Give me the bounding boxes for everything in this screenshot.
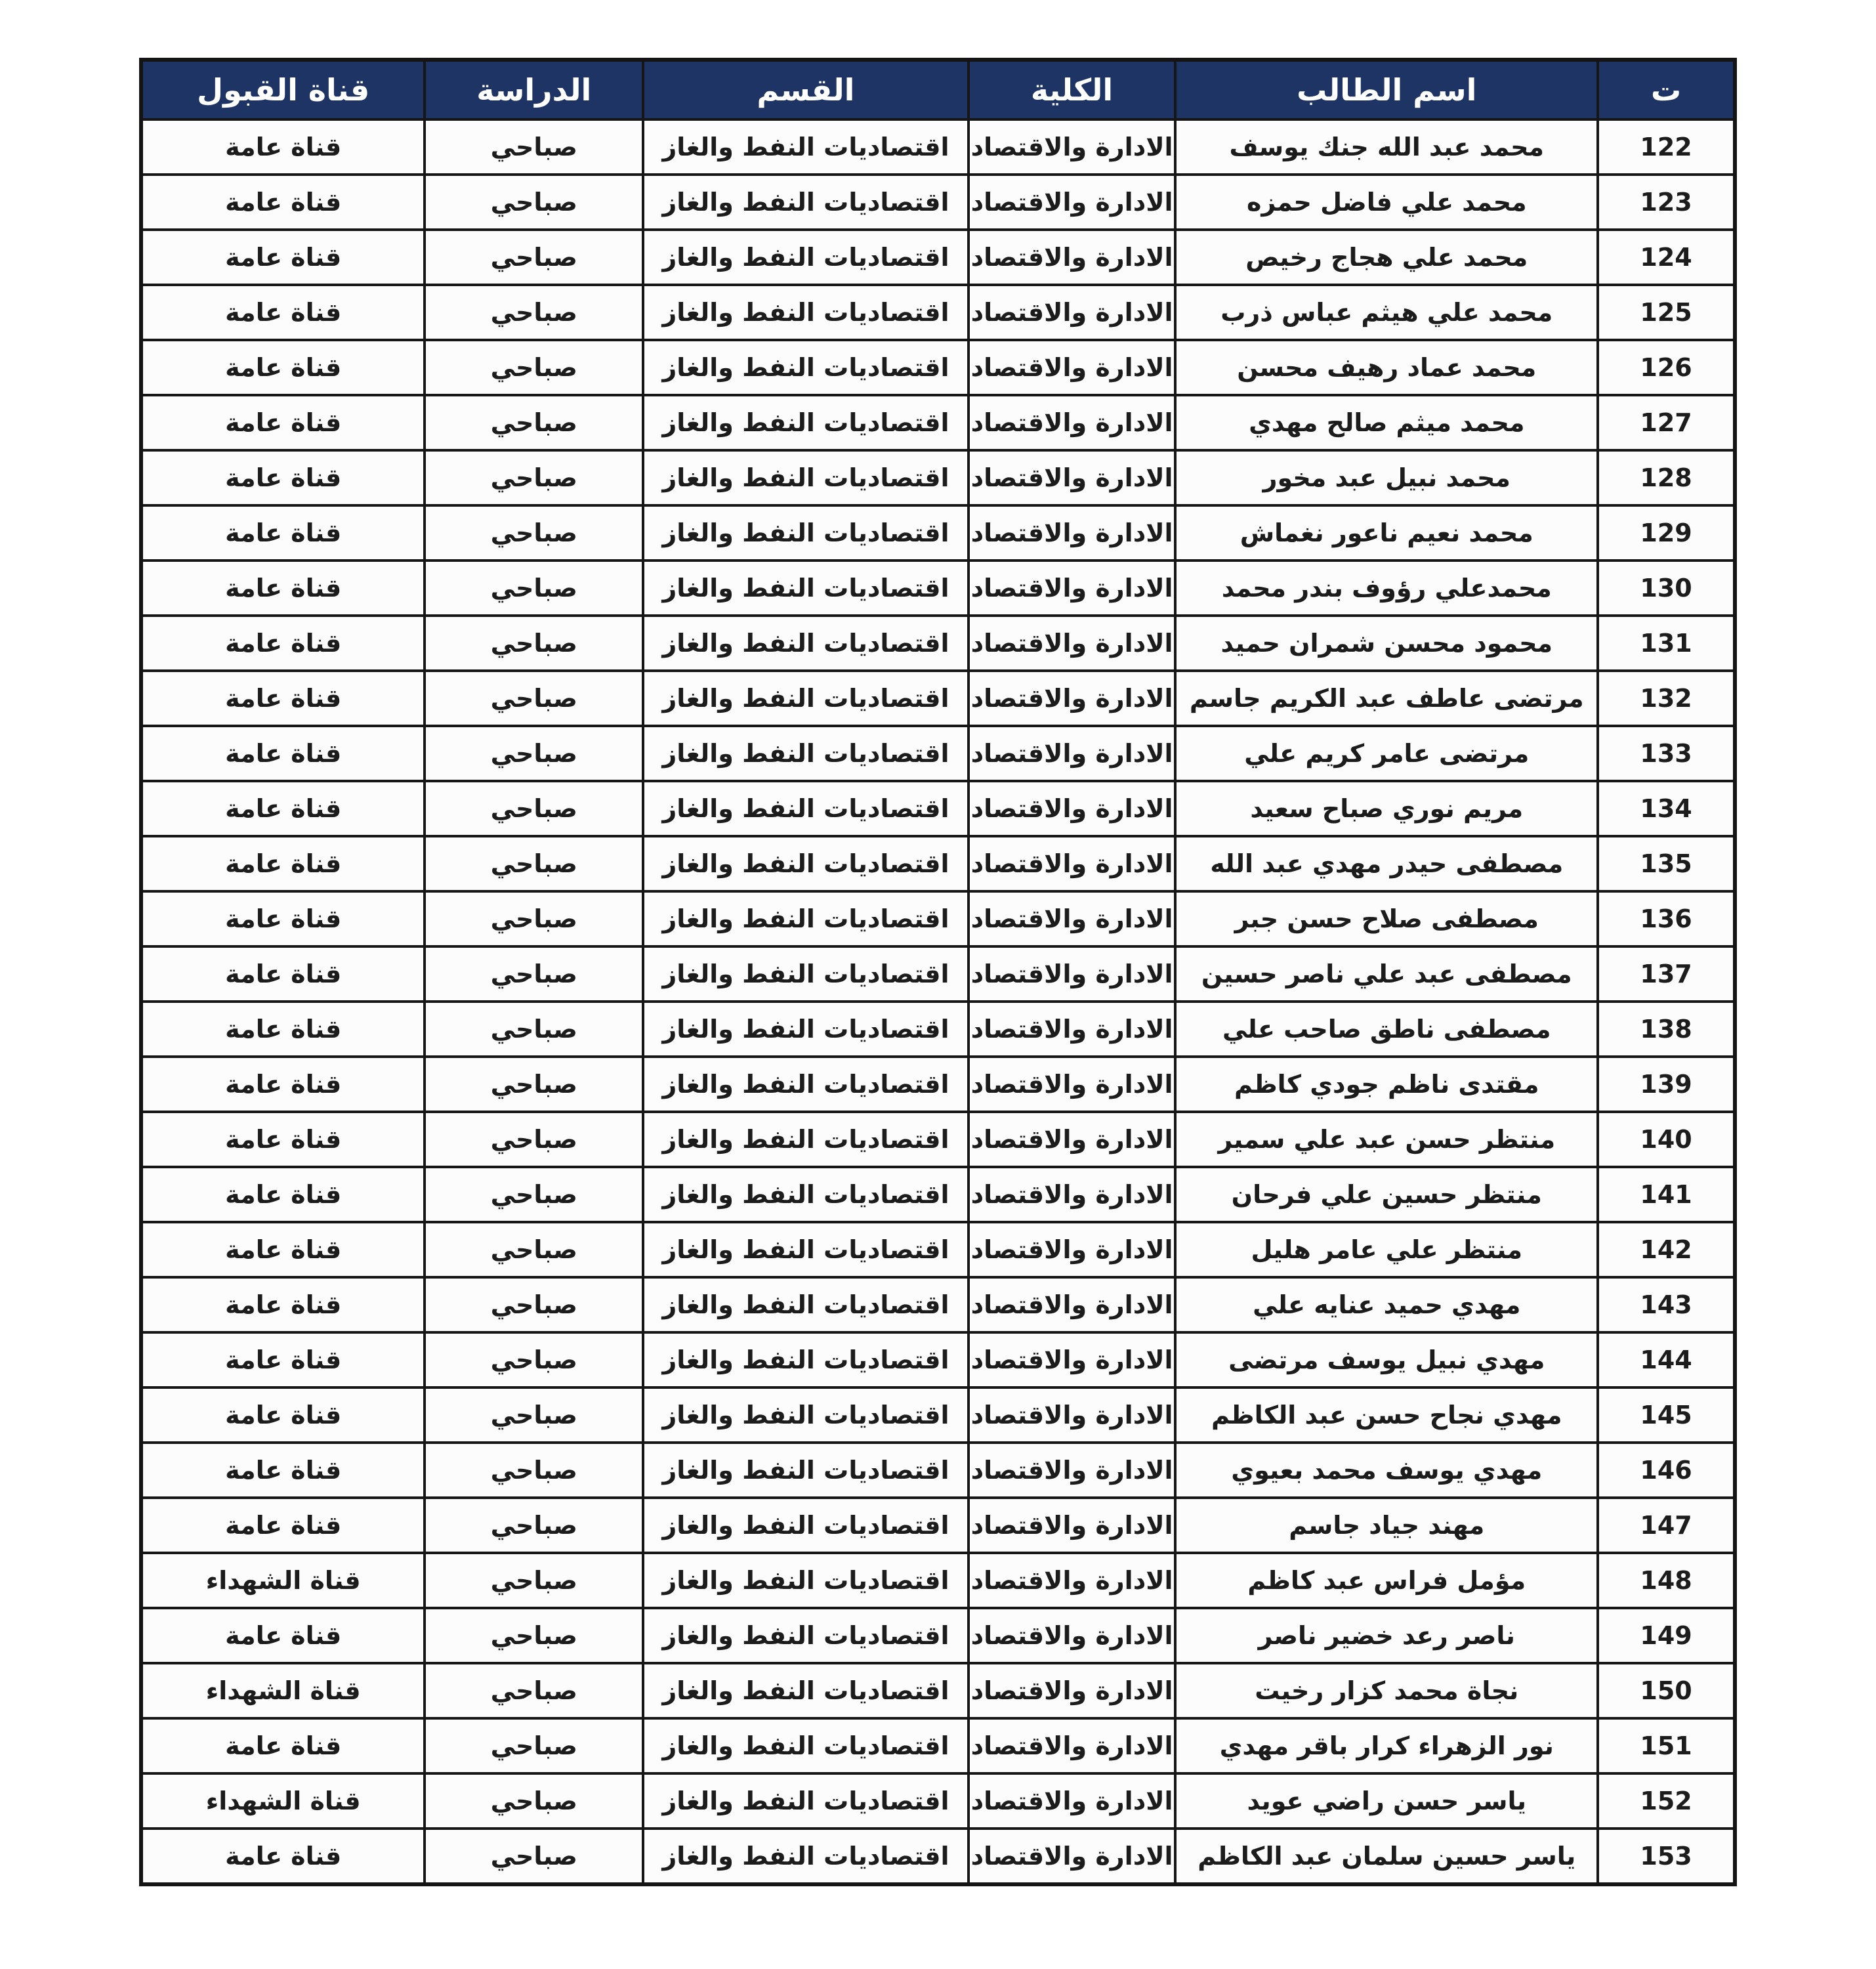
table-row — [141, 671, 1735, 726]
cell-admission-channel: قناة عامة — [141, 1718, 425, 1773]
table-row — [141, 395, 1735, 450]
cell-admission-channel: قناة عامة — [141, 671, 425, 726]
table-row — [141, 726, 1735, 781]
cell-index: 146 — [1598, 1443, 1735, 1498]
cell-study: صباحي — [425, 836, 643, 891]
cell-college: الادارة والاقتصاد — [969, 1829, 1176, 1884]
cell-admission-channel: قناة الشهداء — [141, 1663, 425, 1718]
cell-college: الادارة والاقتصاد — [969, 450, 1176, 505]
cell-department: اقتصاديات النفط والغاز — [643, 175, 969, 230]
cell-index: 152 — [1598, 1773, 1735, 1829]
header-department: القسم — [643, 60, 969, 119]
cell-college: الادارة والاقتصاد — [969, 1553, 1176, 1608]
cell-department: اقتصاديات النفط والغاز — [643, 119, 969, 175]
cell-student-name: مهدي نجاح حسن عبد الكاظم — [1175, 1387, 1598, 1443]
table-row — [141, 505, 1735, 561]
cell-admission-channel: قناة عامة — [141, 340, 425, 395]
cell-student-name: مصطفى صلاح حسن جبر — [1175, 891, 1598, 946]
cell-department: اقتصاديات النفط والغاز — [643, 340, 969, 395]
cell-admission-channel: قناة عامة — [141, 1829, 425, 1884]
table-row — [141, 1443, 1735, 1498]
cell-admission-channel: قناة عامة — [141, 1002, 425, 1057]
cell-department: اقتصاديات النفط والغاز — [643, 726, 969, 781]
table-row — [141, 1002, 1735, 1057]
table-row — [141, 616, 1735, 671]
header-admission-channel: قناة القبول — [141, 60, 425, 119]
cell-admission-channel: قناة الشهداء — [141, 1773, 425, 1829]
cell-index: 126 — [1598, 340, 1735, 395]
cell-admission-channel: قناة عامة — [141, 561, 425, 616]
cell-college: الادارة والاقتصاد — [969, 119, 1176, 175]
students-table — [139, 58, 1737, 1886]
cell-study: صباحي — [425, 505, 643, 561]
cell-study: صباحي — [425, 1222, 643, 1277]
cell-college: الادارة والاقتصاد — [969, 395, 1176, 450]
cell-study: صباحي — [425, 946, 643, 1002]
table-row — [141, 1773, 1735, 1829]
cell-study: صباحي — [425, 119, 643, 175]
cell-college: الادارة والاقتصاد — [969, 1112, 1176, 1167]
table-row — [141, 230, 1735, 285]
cell-study: صباحي — [425, 1277, 643, 1332]
cell-study: صباحي — [425, 1718, 643, 1773]
cell-study: صباحي — [425, 616, 643, 671]
cell-index: 140 — [1598, 1112, 1735, 1167]
table-row — [141, 1663, 1735, 1718]
table-row — [141, 561, 1735, 616]
cell-department: اقتصاديات النفط والغاز — [643, 891, 969, 946]
cell-college: الادارة والاقتصاد — [969, 836, 1176, 891]
cell-admission-channel: قناة عامة — [141, 1332, 425, 1387]
cell-college: الادارة والاقتصاد — [969, 781, 1176, 836]
cell-department: اقتصاديات النفط والغاز — [643, 1608, 969, 1663]
cell-index: 125 — [1598, 285, 1735, 340]
table-body — [141, 119, 1735, 1884]
cell-study: صباحي — [425, 1663, 643, 1718]
cell-student-name: محمد علي هيثم عباس ذرب — [1175, 285, 1598, 340]
cell-study: صباحي — [425, 891, 643, 946]
header-college: الكلية — [969, 60, 1176, 119]
cell-department: اقتصاديات النفط والغاز — [643, 1829, 969, 1884]
cell-department: اقتصاديات النفط والغاز — [643, 1332, 969, 1387]
cell-student-name: منتظر حسين علي فرحان — [1175, 1167, 1598, 1222]
cell-college: الادارة والاقتصاد — [969, 616, 1176, 671]
cell-study: صباحي — [425, 340, 643, 395]
cell-admission-channel: قناة عامة — [141, 1443, 425, 1498]
cell-department: اقتصاديات النفط والغاز — [643, 1222, 969, 1277]
cell-index: 136 — [1598, 891, 1735, 946]
cell-study: صباحي — [425, 671, 643, 726]
cell-department: اقتصاديات النفط والغاز — [643, 395, 969, 450]
table-row — [141, 1332, 1735, 1387]
cell-index: 123 — [1598, 175, 1735, 230]
cell-student-name: محمد علي هجاج رخيص — [1175, 230, 1598, 285]
cell-department: اقتصاديات النفط والغاز — [643, 1773, 969, 1829]
cell-department: اقتصاديات النفط والغاز — [643, 1387, 969, 1443]
table-row — [141, 1608, 1735, 1663]
cell-student-name: مرتضى عاطف عبد الكريم جاسم — [1175, 671, 1598, 726]
cell-admission-channel: قناة عامة — [141, 1608, 425, 1663]
cell-index: 127 — [1598, 395, 1735, 450]
cell-study: صباحي — [425, 1443, 643, 1498]
cell-student-name: محمود محسن شمران حميد — [1175, 616, 1598, 671]
cell-index: 147 — [1598, 1498, 1735, 1553]
cell-college: الادارة والاقتصاد — [969, 891, 1176, 946]
table-row — [141, 946, 1735, 1002]
cell-index: 150 — [1598, 1663, 1735, 1718]
cell-index: 143 — [1598, 1277, 1735, 1332]
cell-student-name: مصطفى حيدر مهدي عبد الله — [1175, 836, 1598, 891]
cell-student-name: مهند جياد جاسم — [1175, 1498, 1598, 1553]
cell-college: الادارة والاقتصاد — [969, 1057, 1176, 1112]
cell-index: 133 — [1598, 726, 1735, 781]
table-row — [141, 1112, 1735, 1167]
cell-study: صباحي — [425, 1498, 643, 1553]
cell-admission-channel: قناة عامة — [141, 1387, 425, 1443]
cell-department: اقتصاديات النفط والغاز — [643, 285, 969, 340]
cell-index: 141 — [1598, 1167, 1735, 1222]
cell-study: صباحي — [425, 1167, 643, 1222]
table-row — [141, 285, 1735, 340]
table-row — [141, 891, 1735, 946]
cell-college: الادارة والاقتصاد — [969, 671, 1176, 726]
cell-college: الادارة والاقتصاد — [969, 1167, 1176, 1222]
header-study: الدراسة — [425, 60, 643, 119]
header-row — [141, 60, 1735, 119]
cell-college: الادارة والاقتصاد — [969, 726, 1176, 781]
cell-study: صباحي — [425, 1829, 643, 1884]
table-row — [141, 781, 1735, 836]
cell-index: 122 — [1598, 119, 1735, 175]
cell-admission-channel: قناة عامة — [141, 450, 425, 505]
cell-index: 128 — [1598, 450, 1735, 505]
cell-admission-channel: قناة الشهداء — [141, 1553, 425, 1608]
cell-study: صباحي — [425, 781, 643, 836]
cell-department: اقتصاديات النفط والغاز — [643, 450, 969, 505]
cell-admission-channel: قناة عامة — [141, 616, 425, 671]
cell-college: الادارة والاقتصاد — [969, 505, 1176, 561]
cell-college: الادارة والاقتصاد — [969, 1387, 1176, 1443]
cell-college: الادارة والاقتصاد — [969, 561, 1176, 616]
cell-study: صباحي — [425, 1608, 643, 1663]
cell-admission-channel: قناة عامة — [141, 175, 425, 230]
cell-department: اقتصاديات النفط والغاز — [643, 505, 969, 561]
table-row — [141, 1167, 1735, 1222]
cell-index: 149 — [1598, 1608, 1735, 1663]
cell-admission-channel: قناة عامة — [141, 1222, 425, 1277]
cell-study: صباحي — [425, 1002, 643, 1057]
cell-study: صباحي — [425, 450, 643, 505]
cell-department: اقتصاديات النفط والغاز — [643, 836, 969, 891]
cell-college: الادارة والاقتصاد — [969, 1663, 1176, 1718]
cell-department: اقتصاديات النفط والغاز — [643, 1498, 969, 1553]
cell-college: الادارة والاقتصاد — [969, 340, 1176, 395]
cell-admission-channel: قناة عامة — [141, 836, 425, 891]
cell-admission-channel: قناة عامة — [141, 891, 425, 946]
cell-study: صباحي — [425, 285, 643, 340]
cell-student-name: مؤمل فراس عبد كاظم — [1175, 1553, 1598, 1608]
cell-student-name: ياسر حسين سلمان عبد الكاظم — [1175, 1829, 1598, 1884]
cell-college: الادارة والاقتصاد — [969, 1498, 1176, 1553]
cell-admission-channel: قناة عامة — [141, 230, 425, 285]
table-row — [141, 1277, 1735, 1332]
cell-index: 138 — [1598, 1002, 1735, 1057]
cell-department: اقتصاديات النفط والغاز — [643, 561, 969, 616]
table-row — [141, 1553, 1735, 1608]
cell-department: اقتصاديات النفط والغاز — [643, 1718, 969, 1773]
cell-student-name: محمدعلي رؤوف بندر محمد — [1175, 561, 1598, 616]
cell-study: صباحي — [425, 1553, 643, 1608]
cell-college: الادارة والاقتصاد — [969, 1277, 1176, 1332]
table-row — [141, 836, 1735, 891]
cell-index: 153 — [1598, 1829, 1735, 1884]
cell-college: الادارة والاقتصاد — [969, 175, 1176, 230]
cell-study: صباحي — [425, 230, 643, 285]
cell-student-name: ياسر حسن راضي عويد — [1175, 1773, 1598, 1829]
cell-index: 124 — [1598, 230, 1735, 285]
cell-study: صباحي — [425, 1057, 643, 1112]
table-row — [141, 175, 1735, 230]
cell-department: اقتصاديات النفط والغاز — [643, 616, 969, 671]
table-header — [141, 60, 1735, 119]
cell-college: الادارة والاقتصاد — [969, 1718, 1176, 1773]
cell-admission-channel: قناة عامة — [141, 285, 425, 340]
cell-index: 144 — [1598, 1332, 1735, 1387]
cell-study: صباحي — [425, 726, 643, 781]
cell-college: الادارة والاقتصاد — [969, 1608, 1176, 1663]
cell-admission-channel: قناة عامة — [141, 119, 425, 175]
cell-department: اقتصاديات النفط والغاز — [643, 1553, 969, 1608]
cell-student-name: مصطفى عبد علي ناصر حسين — [1175, 946, 1598, 1002]
cell-admission-channel: قناة عامة — [141, 946, 425, 1002]
cell-student-name: مرتضى عامر كريم علي — [1175, 726, 1598, 781]
cell-admission-channel: قناة عامة — [141, 1277, 425, 1332]
cell-department: اقتصاديات النفط والغاز — [643, 1112, 969, 1167]
table-row — [141, 119, 1735, 175]
cell-index: 151 — [1598, 1718, 1735, 1773]
cell-admission-channel: قناة عامة — [141, 395, 425, 450]
cell-student-name: ناصر رعد خضير ناصر — [1175, 1608, 1598, 1663]
cell-index: 139 — [1598, 1057, 1735, 1112]
cell-student-name: منتظر حسن عبد علي سمير — [1175, 1112, 1598, 1167]
cell-student-name: منتظر علي عامر هليل — [1175, 1222, 1598, 1277]
cell-college: الادارة والاقتصاد — [969, 1773, 1176, 1829]
cell-index: 132 — [1598, 671, 1735, 726]
cell-admission-channel: قناة عامة — [141, 1498, 425, 1553]
cell-study: صباحي — [425, 1387, 643, 1443]
cell-student-name: مصطفى ناطق صاحب علي — [1175, 1002, 1598, 1057]
header-index: ت — [1598, 60, 1735, 119]
cell-study: صباحي — [425, 561, 643, 616]
cell-department: اقتصاديات النفط والغاز — [643, 1663, 969, 1718]
cell-admission-channel: قناة عامة — [141, 1167, 425, 1222]
cell-student-name: محمد عبد الله جنك يوسف — [1175, 119, 1598, 175]
cell-admission-channel: قناة عامة — [141, 505, 425, 561]
cell-college: الادارة والاقتصاد — [969, 1002, 1176, 1057]
cell-student-name: محمد علي فاضل حمزه — [1175, 175, 1598, 230]
table-row — [141, 1057, 1735, 1112]
cell-student-name: مهدي حميد عنايه علي — [1175, 1277, 1598, 1332]
cell-study: صباحي — [425, 175, 643, 230]
cell-department: اقتصاديات النفط والغاز — [643, 230, 969, 285]
cell-index: 142 — [1598, 1222, 1735, 1277]
cell-college: الادارة والاقتصاد — [969, 1222, 1176, 1277]
cell-study: صباحي — [425, 1112, 643, 1167]
cell-department: اقتصاديات النفط والغاز — [643, 1167, 969, 1222]
cell-index: 131 — [1598, 616, 1735, 671]
cell-index: 135 — [1598, 836, 1735, 891]
cell-department: اقتصاديات النفط والغاز — [643, 1057, 969, 1112]
cell-index: 148 — [1598, 1553, 1735, 1608]
cell-index: 129 — [1598, 505, 1735, 561]
cell-study: صباحي — [425, 1773, 643, 1829]
cell-student-name: مريم نوري صباح سعيد — [1175, 781, 1598, 836]
cell-admission-channel: قناة عامة — [141, 1112, 425, 1167]
header-student-name: اسم الطالب — [1175, 60, 1598, 119]
cell-student-name: محمد ميثم صالح مهدي — [1175, 395, 1598, 450]
cell-student-name: مقتدى ناظم جودي كاظم — [1175, 1057, 1598, 1112]
cell-study: صباحي — [425, 395, 643, 450]
cell-study: صباحي — [425, 1332, 643, 1387]
cell-student-name: نجاة محمد كزار رخيت — [1175, 1663, 1598, 1718]
table-row — [141, 1498, 1735, 1553]
cell-index: 137 — [1598, 946, 1735, 1002]
table-row — [141, 340, 1735, 395]
cell-department: اقتصاديات النفط والغاز — [643, 1277, 969, 1332]
table-row — [141, 1829, 1735, 1884]
cell-student-name: نور الزهراء كرار باقر مهدي — [1175, 1718, 1598, 1773]
cell-department: اقتصاديات النفط والغاز — [643, 671, 969, 726]
cell-college: الادارة والاقتصاد — [969, 285, 1176, 340]
table-row — [141, 1387, 1735, 1443]
cell-department: اقتصاديات النفط والغاز — [643, 1002, 969, 1057]
cell-department: اقتصاديات النفط والغاز — [643, 946, 969, 1002]
cell-department: اقتصاديات النفط والغاز — [643, 781, 969, 836]
cell-college: الادارة والاقتصاد — [969, 946, 1176, 1002]
cell-college: الادارة والاقتصاد — [969, 1443, 1176, 1498]
cell-admission-channel: قناة عامة — [141, 1057, 425, 1112]
cell-student-name: محمد نعيم ناعور نغماش — [1175, 505, 1598, 561]
cell-college: الادارة والاقتصاد — [969, 230, 1176, 285]
cell-admission-channel: قناة عامة — [141, 726, 425, 781]
cell-student-name: مهدي نبيل يوسف مرتضى — [1175, 1332, 1598, 1387]
cell-college: الادارة والاقتصاد — [969, 1332, 1176, 1387]
cell-admission-channel: قناة عامة — [141, 781, 425, 836]
table-row — [141, 1718, 1735, 1773]
cell-index: 130 — [1598, 561, 1735, 616]
cell-index: 145 — [1598, 1387, 1735, 1443]
cell-student-name: مهدي يوسف محمد بعيوي — [1175, 1443, 1598, 1498]
table-row — [141, 450, 1735, 505]
cell-student-name: محمد نبيل عبد مخور — [1175, 450, 1598, 505]
table-row — [141, 1222, 1735, 1277]
cell-index: 134 — [1598, 781, 1735, 836]
cell-student-name: محمد عماد رهيف محسن — [1175, 340, 1598, 395]
cell-department: اقتصاديات النفط والغاز — [643, 1443, 969, 1498]
